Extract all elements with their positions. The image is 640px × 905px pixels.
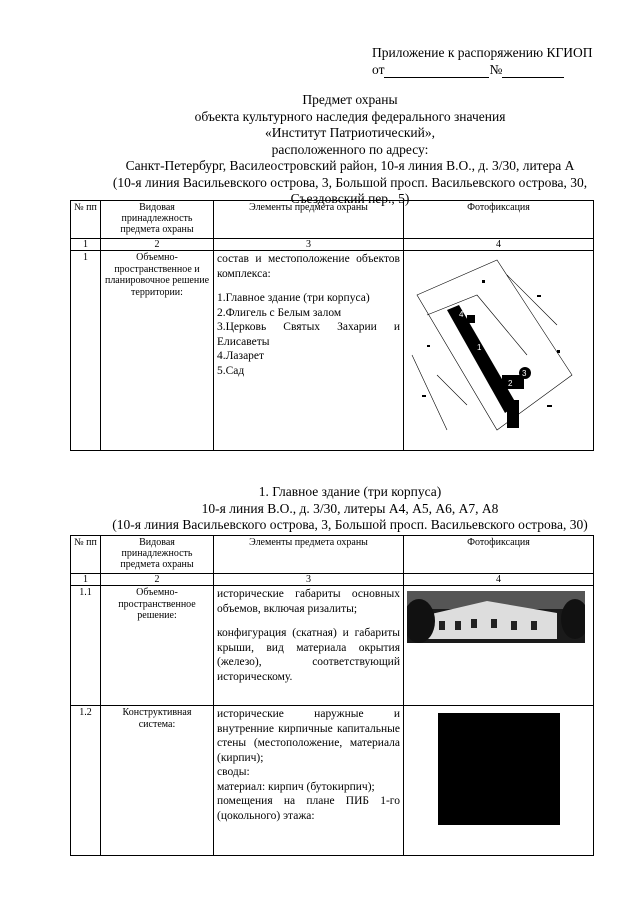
- element-paragraph: своды:: [217, 766, 250, 778]
- heading-line: Предмет охраны: [302, 92, 398, 107]
- map-label: 4: [459, 310, 464, 319]
- element-paragraph: исторические наружные и внутренние кирпичные капитальные стены (местоположение, материала (кирпич);: [217, 708, 400, 764]
- heading-line: (10-я линия Васильевского острова, 3, Большой просп. Васильевского острова, 30,: [112, 174, 588, 190]
- row-elements: [214, 251, 404, 451]
- map-label: 2: [508, 379, 513, 388]
- col-number: 3: [214, 239, 404, 251]
- site-plan-map: [407, 255, 577, 435]
- table-header-row: [71, 536, 594, 574]
- element-item: 1.Главное здание (три корпуса): [217, 292, 370, 304]
- heading-line: (10-я линия Васильевского острова, 3, Большой просп. Васильевского острова, 30): [112, 517, 588, 532]
- header-num: № пп: [71, 536, 101, 574]
- from-label: от: [372, 62, 385, 77]
- date-blank: [384, 64, 489, 78]
- row-type: Объемно-пространственное и планировочное решение территории:: [101, 251, 214, 451]
- element-item: 5.Сад: [217, 364, 245, 377]
- col-number: 1: [71, 239, 101, 251]
- protection-table-territory: [70, 200, 594, 451]
- header-elements: Элементы предмета охраны: [214, 201, 404, 239]
- appendix-title: Приложение к распоряжению КГИОП: [372, 45, 593, 60]
- header-elements: Элементы предмета охраны: [214, 536, 404, 574]
- protection-table-main-building: [70, 535, 594, 856]
- column-number-row: [71, 574, 594, 586]
- row-elements: [214, 706, 404, 856]
- heading-line: 1. Главное здание (три корпуса): [258, 484, 442, 499]
- header-num: № пп: [71, 201, 101, 239]
- row-number: 1.1: [71, 586, 101, 706]
- section-heading-main-building: [60, 484, 640, 534]
- col-number: 1: [71, 574, 101, 586]
- row-type: Конструктивная система:: [101, 706, 214, 856]
- number-blank: [502, 64, 564, 78]
- col-number: 4: [404, 574, 594, 586]
- table-row: [71, 706, 594, 856]
- heading-line: расположенного по адресу:: [271, 141, 429, 157]
- map-label: 1: [477, 343, 482, 352]
- heading-line: Санкт-Петербург, Василеостровский район, 10-я линия В.О., д. 3/30, литера А: [125, 158, 575, 173]
- heading-line: объекта культурного наследия федерального значения: [194, 108, 506, 124]
- row-number: 1.2: [71, 706, 101, 856]
- element-item: 2.Флигель с Белым залом: [217, 306, 342, 319]
- col-number: 2: [101, 239, 214, 251]
- element-item: 4.Лазарет: [217, 350, 265, 362]
- appendix-header: [372, 44, 612, 78]
- row-number: 1: [71, 251, 101, 451]
- header-type: Видовая принадлежность предмета охраны: [101, 201, 214, 239]
- row-photo: [404, 586, 594, 706]
- element-item: 3.Церковь Святых Захарии и Елисаветы: [217, 321, 400, 348]
- element-paragraph: помещения на плане ПИБ 1-го (цокольного) этажа:: [217, 795, 400, 822]
- number-label: №: [489, 62, 503, 77]
- header-photo: Фотофиксация: [404, 536, 594, 574]
- heading-line: Съездовский пер., 5): [290, 191, 410, 206]
- column-number-row: [71, 239, 594, 251]
- row-photo: [404, 251, 594, 451]
- table-header-row: [71, 201, 594, 239]
- row-elements: [214, 586, 404, 706]
- table-row: [71, 586, 594, 706]
- element-paragraph: материал: кирпич (бутокирпич);: [217, 780, 375, 793]
- element-paragraph: исторические габариты основных объемов, включая ризалиты;: [217, 588, 400, 615]
- heading-line: 10-я линия В.О., д. 3/30, литеры А4, А5, А6, А7, А8: [201, 500, 499, 516]
- building-photo: [407, 591, 585, 643]
- element-paragraph: конфигурация (скатная) и габариты крыши, вид материала окрытия (железо), соответствующий историческому.: [217, 627, 400, 683]
- heading-line: «Институт Патриотический»,: [265, 125, 435, 140]
- header-type: Видовая принадлежность предмета охраны: [101, 536, 214, 574]
- col-number: 4: [404, 239, 594, 251]
- appendix-date-number-line: [372, 61, 612, 78]
- col-number: 2: [101, 574, 214, 586]
- element-item: состав и местоположение объектов комплекса:: [217, 253, 400, 280]
- row-photo: [404, 706, 594, 856]
- header-photo: Фотофиксация: [404, 201, 594, 239]
- map-label: 3: [522, 369, 527, 378]
- document-heading: [60, 92, 640, 208]
- dark-photo: [438, 713, 560, 825]
- row-type: Объемно-пространственное решение:: [101, 586, 214, 706]
- table-row: [71, 251, 594, 451]
- col-number: 3: [214, 574, 404, 586]
